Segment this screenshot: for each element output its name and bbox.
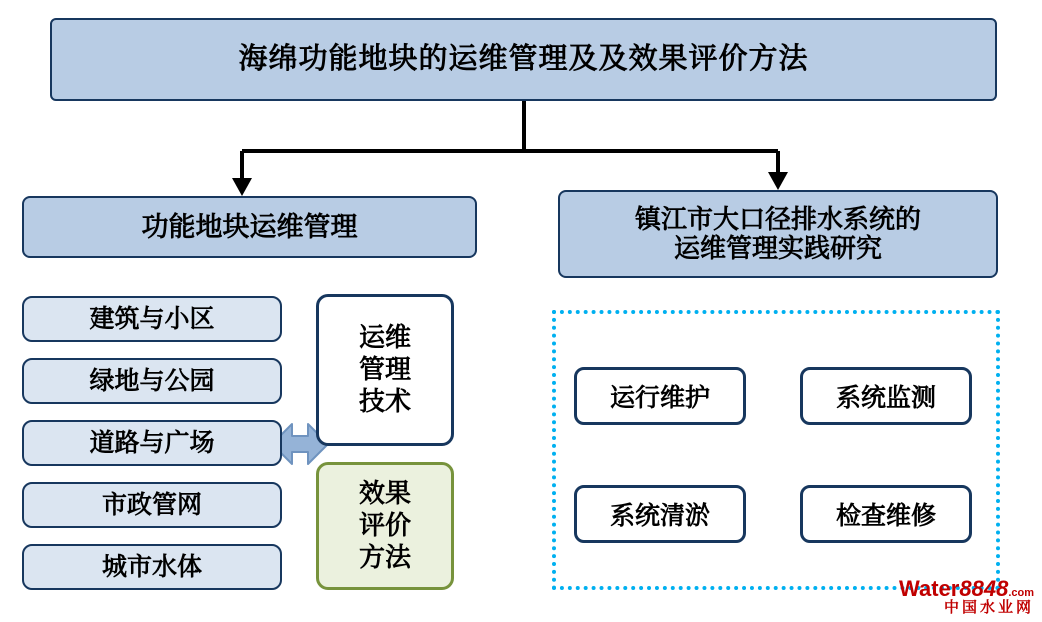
watermark bbox=[899, 577, 1034, 616]
list-item: 运行维护 bbox=[574, 367, 746, 425]
branch-header-left: 功能地块运维管理 bbox=[22, 196, 477, 258]
list-item: 城市水体 bbox=[22, 544, 282, 590]
branch-header-right-line1: 镇江市大口径排水系统的 bbox=[634, 203, 921, 234]
list-item: 道路与广场 bbox=[22, 420, 282, 466]
watermark-brand-text: Water bbox=[899, 576, 960, 602]
watermark-suffix: .com bbox=[1008, 587, 1034, 600]
list-item: 绿地与公园 bbox=[22, 358, 282, 404]
right-group-panel bbox=[552, 310, 1000, 590]
list-item: 检查维修 bbox=[800, 485, 972, 543]
list-item: 建筑与小区 bbox=[22, 296, 282, 342]
watermark-number: 8848 bbox=[959, 576, 1009, 602]
tech-box bbox=[316, 294, 454, 446]
diagram-title: 海绵功能地块的运维管理及及效果评价方法 bbox=[50, 18, 997, 101]
watermark-brand bbox=[899, 577, 1034, 600]
branch-header-right-line2: 运维管理实践研究 bbox=[673, 233, 882, 263]
tech-box-line3: 技术 bbox=[358, 385, 411, 416]
tech-box-line1: 运维 bbox=[358, 322, 411, 353]
watermark-subtitle: 中国水业网 bbox=[943, 599, 1034, 617]
evaluation-box bbox=[316, 462, 454, 590]
evaluation-box-line2: 评价 bbox=[358, 510, 411, 541]
branch-header-right bbox=[558, 190, 998, 278]
list-item: 系统监测 bbox=[800, 367, 972, 425]
evaluation-box-line1: 效果 bbox=[358, 478, 411, 509]
tech-box-line2: 管理 bbox=[358, 354, 411, 385]
list-item: 系统清淤 bbox=[574, 485, 746, 543]
list-item: 市政管网 bbox=[22, 482, 282, 528]
evaluation-box-line3: 方法 bbox=[358, 541, 411, 572]
